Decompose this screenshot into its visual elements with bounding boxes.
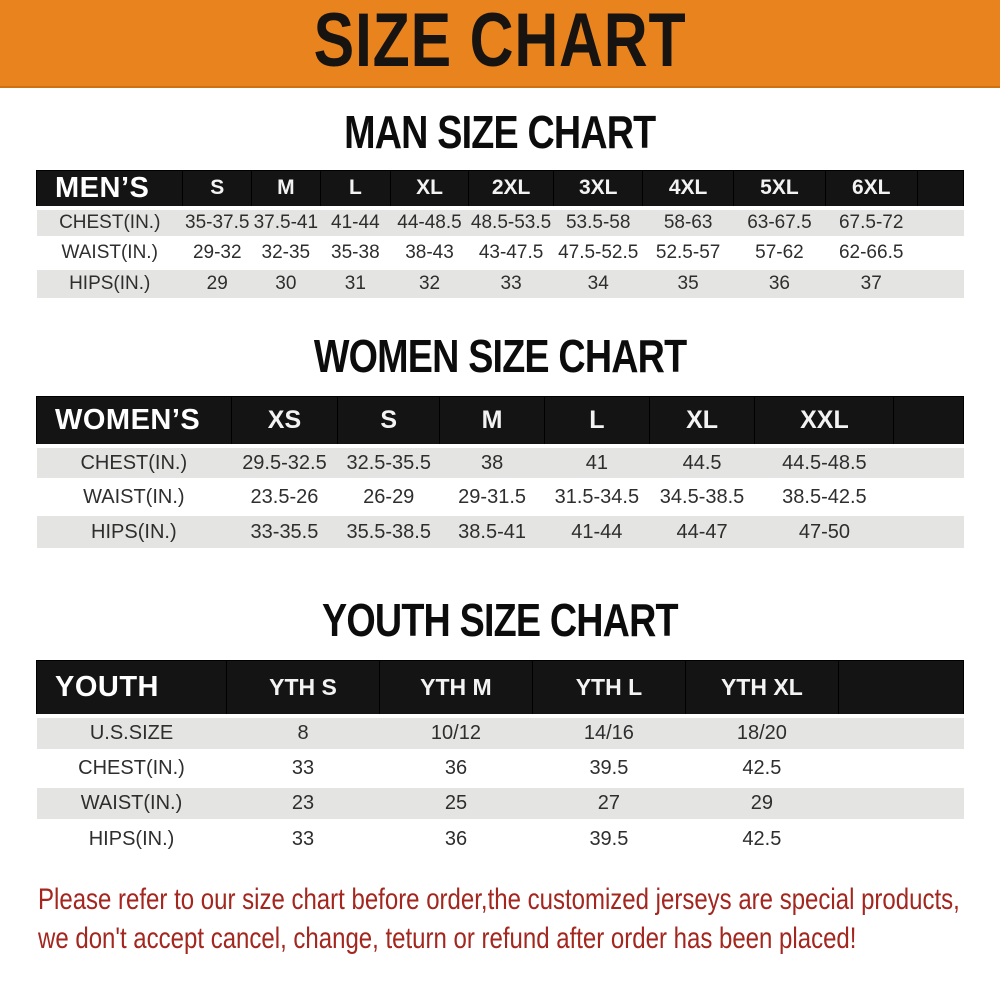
cell: 25 [379,786,532,821]
cell: 67.5-72 [825,208,917,238]
women-col-header: M [440,396,545,446]
row-label: CHEST(IN.) [37,208,183,238]
women-table-label: WOMEN’S [37,396,232,446]
cell: 47-50 [755,514,894,548]
man-col-header: 6XL [825,171,917,208]
cell: 32.5-35.5 [338,446,440,480]
man-col-header: S [183,171,252,208]
banner-title: SIZE CHART [313,0,687,83]
man-col-header: L [320,171,390,208]
cell: 33 [227,751,380,786]
cell: 8 [227,716,380,751]
cell: 35.5-38.5 [338,514,440,548]
man-table-label: MEN’S [37,171,183,208]
disclaimer-text [38,880,1000,960]
cell: 41-44 [544,514,649,548]
spacer-cell [894,514,964,548]
cell: 29-31.5 [440,480,545,514]
women-col-header: XL [649,396,755,446]
cell: 52.5-57 [643,238,734,268]
cell: 53.5-58 [554,208,643,238]
cell: 23.5-26 [231,480,338,514]
man-waist-row [37,238,964,268]
cell: 33 [468,268,553,298]
cell: 44.5 [649,446,755,480]
cell: 29.5-32.5 [231,446,338,480]
spacer-cell [838,716,963,751]
cell: 33 [227,821,380,856]
man-col-header: 3XL [554,171,643,208]
cell: 36 [379,821,532,856]
women-heading-text: WOMEN SIZE CHART [313,329,687,382]
cell: 38 [440,446,545,480]
cell: 29 [183,268,252,298]
youth-table-label: YOUTH [37,661,227,716]
row-label: CHEST(IN.) [37,751,227,786]
cell: 37.5-41 [252,208,321,238]
cell: 41-44 [320,208,390,238]
cell: 36 [379,751,532,786]
row-label: U.S.SIZE [37,716,227,751]
youth-col-header: YTH M [379,661,532,716]
youth-col-header: YTH S [227,661,380,716]
cell: 37 [825,268,917,298]
row-label: WAIST(IN.) [37,238,183,268]
disclaimer-line-1: Please refer to our size chart before order,the customized jerseys are special products, [38,882,960,916]
cell: 23 [227,786,380,821]
cell: 57-62 [734,238,826,268]
cell: 42.5 [685,821,838,856]
cell: 39.5 [532,751,685,786]
spacer-cell [894,480,964,514]
women-chest-row [37,446,964,480]
spacer-cell [838,786,963,821]
youth-section-heading [0,594,1000,646]
youth-waist-row [37,786,964,821]
cell: 41 [544,446,649,480]
cell: 42.5 [685,751,838,786]
women-table-container [0,396,1000,549]
cell: 27 [532,786,685,821]
youth-heading-text: YOUTH SIZE CHART [322,594,678,646]
man-col-header: 2XL [468,171,553,208]
man-chest-row [37,208,964,238]
row-label: WAIST(IN.) [37,480,232,514]
youth-ussize-row [37,716,964,751]
youth-table-header-row [37,661,964,716]
women-section-heading [0,329,1000,382]
women-col-header: XS [231,396,338,446]
spacer-cell [917,238,963,268]
cell: 10/12 [379,716,532,751]
cell: 14/16 [532,716,685,751]
man-section-heading [0,106,1000,158]
women-hips-row [37,514,964,548]
cell: 44.5-48.5 [755,446,894,480]
cell: 34.5-38.5 [649,480,755,514]
cell: 39.5 [532,821,685,856]
cell: 47.5-52.5 [554,238,643,268]
row-label: CHEST(IN.) [37,446,232,480]
cell: 32-35 [252,238,321,268]
row-label: HIPS(IN.) [37,268,183,298]
man-table-header-row [37,171,964,208]
cell: 33-35.5 [231,514,338,548]
cell: 38.5-41 [440,514,545,548]
cell: 29-32 [183,238,252,268]
cell: 48.5-53.5 [468,208,553,238]
man-col-header: 5XL [734,171,826,208]
cell: 44-48.5 [391,208,469,238]
man-heading-text: MAN SIZE CHART [344,106,656,158]
spacer-cell [894,446,964,480]
spacer-cell [894,396,964,446]
row-label: HIPS(IN.) [37,514,232,548]
cell: 34 [554,268,643,298]
youth-col-header: YTH XL [685,661,838,716]
spacer-cell [917,268,963,298]
cell: 18/20 [685,716,838,751]
man-col-header: 4XL [643,171,734,208]
youth-table-container [0,660,1000,856]
youth-chest-row [37,751,964,786]
cell: 58-63 [643,208,734,238]
youth-col-header: YTH L [532,661,685,716]
spacer-cell [838,821,963,856]
women-col-header: S [338,396,440,446]
youth-size-table [36,660,964,856]
youth-hips-row [37,821,964,856]
cell: 31.5-34.5 [544,480,649,514]
women-waist-row [37,480,964,514]
man-col-header: XL [391,171,469,208]
cell: 32 [391,268,469,298]
man-size-table [36,170,964,298]
cell: 44-47 [649,514,755,548]
spacer-cell [838,751,963,786]
women-table-header-row [37,396,964,446]
man-table-container [0,170,1000,298]
cell: 36 [734,268,826,298]
cell: 26-29 [338,480,440,514]
cell: 30 [252,268,321,298]
women-size-table [36,396,964,549]
cell: 63-67.5 [734,208,826,238]
cell: 29 [685,786,838,821]
women-col-header: L [544,396,649,446]
banner [0,0,1000,88]
cell: 62-66.5 [825,238,917,268]
cell: 35 [643,268,734,298]
cell: 38.5-42.5 [755,480,894,514]
cell: 38-43 [391,238,469,268]
women-col-header: XXL [755,396,894,446]
row-label: HIPS(IN.) [37,821,227,856]
spacer-cell [838,661,963,716]
spacer-cell [917,171,963,208]
row-label: WAIST(IN.) [37,786,227,821]
cell: 31 [320,268,390,298]
disclaimer-line-2: we don't accept cancel, change, teturn or refund after order has been placed! [38,922,857,956]
cell: 43-47.5 [468,238,553,268]
spacer-cell [917,208,963,238]
man-hips-row [37,268,964,298]
cell: 35-37.5 [183,208,252,238]
man-col-header: M [252,171,321,208]
cell: 35-38 [320,238,390,268]
